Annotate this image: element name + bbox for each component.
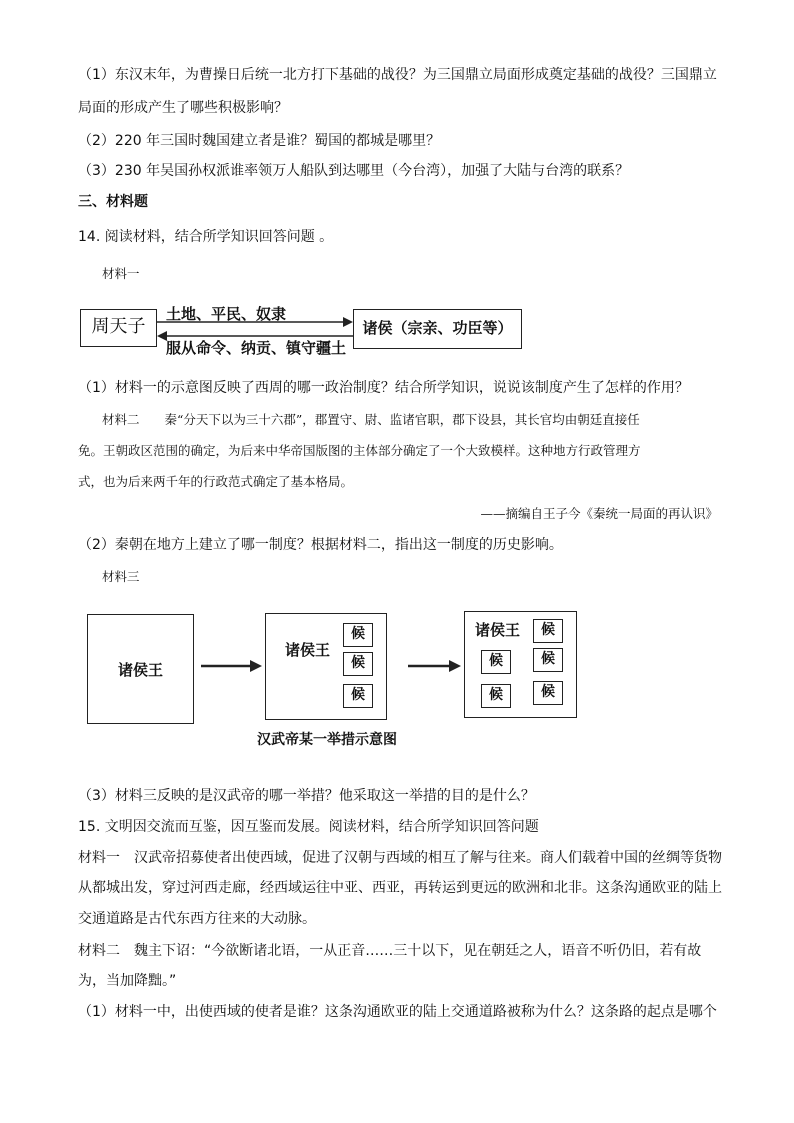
bottom-arrow-text: 服从命令、纳贡、镇守疆土 [166,339,347,357]
q15-material1-line3: 交通道路是古代东西方往来的大动脉。 [78,911,316,927]
big-vassal-label: 诸侯王 [117,661,163,679]
q14-material2-source: ——摘编自王子今《秦统一局面的再认识》 [480,506,718,521]
zhou-king-label: 周天子 [91,316,146,337]
marquis-box: 候 [533,681,563,705]
q15-material1-line2: 从都城出发，穿过河西走廊，经西域运往中亚、西亚，再转运到更远的欧洲和北非。这条沟通欧亚的陆上 [78,880,722,896]
mid-vassal-label: 诸侯王 [285,641,331,659]
q15-material1-line1: 材料一 汉武帝招募使者出使西域，促进了汉朝与西域的相互了解与往来。商人们载着中国的丝绸等货物 [78,850,722,866]
q14-sub3: （3）材料三反映的是汉武帝的哪一举措？他采取这一举措的目的是什么？ [78,788,535,804]
q13-sub1-line1: （1）东汉末年，为曹操日后统一北方打下基础的战役？为三国鼎立局面形成奠定基础的战役？三国鼎立 [78,67,717,83]
marquis-box: 候 [343,652,373,676]
q14-material2-line2: 免。王朝政区范围的确定，为后来中华帝国版图的主体部分确定了一个大致模样。这种地方行政管理方 [78,443,641,458]
q15-material2-line2: 为，当加降黜。” [78,973,177,989]
q13-sub3: （3）230 年吴国孙权派谁率领万人船队到达哪里（今台湾），加强了大陆与台湾的联系？ [78,163,630,179]
marquis-box: 候 [343,623,373,647]
small-vassal-label: 诸侯王 [475,621,521,639]
top-arrow-text: 土地、平民、奴隶 [166,305,287,323]
q15-sub1: （1）材料一中，出使西域的使者是谁？这条沟通欧亚的陆上交通道路被称为什么？这条路的起点是哪个 [78,1004,717,1020]
q14-material3-label: 材料三 [102,569,140,584]
marquis-box: 候 [343,684,373,708]
q15-intro: 15. 文明因交流而互鉴，因互鉴而发展。阅读材料，结合所学知识回答问题 [78,819,539,835]
q14-intro: 14. 阅读材料，结合所学知识回答问题 。 [78,229,334,245]
q14-sub2: （2）秦朝在地方上建立了哪一制度？根据材料二，指出这一制度的历史影响。 [78,537,563,553]
q14-material1-label: 材料一 [102,266,140,281]
q14-sub1: （1）材料一的示意图反映了西周的哪一政治制度？结合所学知识，说说该制度产生了怎样的作用？ [78,380,689,396]
vassal-label: 诸侯（宗亲、功臣等） [362,319,513,337]
diagram3-caption: 汉武帝某一举措示意图 [257,732,397,748]
section-heading: 三、材料题 [78,194,148,210]
marquis-box: 候 [533,648,563,672]
q15-material2-line1: 材料二 魏主下诏：“今欲断诸北语，一从正音……三十以下，见在朝廷之人，语音不听仍旧，若有故 [78,943,702,959]
q14-material2-line3: 式，也为后来两千年的行政范式确定了基本格局。 [78,474,354,489]
marquis-box: 候 [533,619,563,643]
marquis-box: 候 [481,684,511,708]
marquis-box: 候 [481,650,511,674]
q13-sub1-line2: 局面的形成产生了哪些积极影响？ [78,100,288,116]
q13-sub2: （2）220 年三国时魏国建立者是谁？蜀国的都城是哪里？ [78,133,441,149]
q14-material2-line1: 材料二 秦“分天下以为三十六郡”，郡置守、尉、监诸官职，郡下设县，其长官均由朝廷直接任 [102,412,640,427]
